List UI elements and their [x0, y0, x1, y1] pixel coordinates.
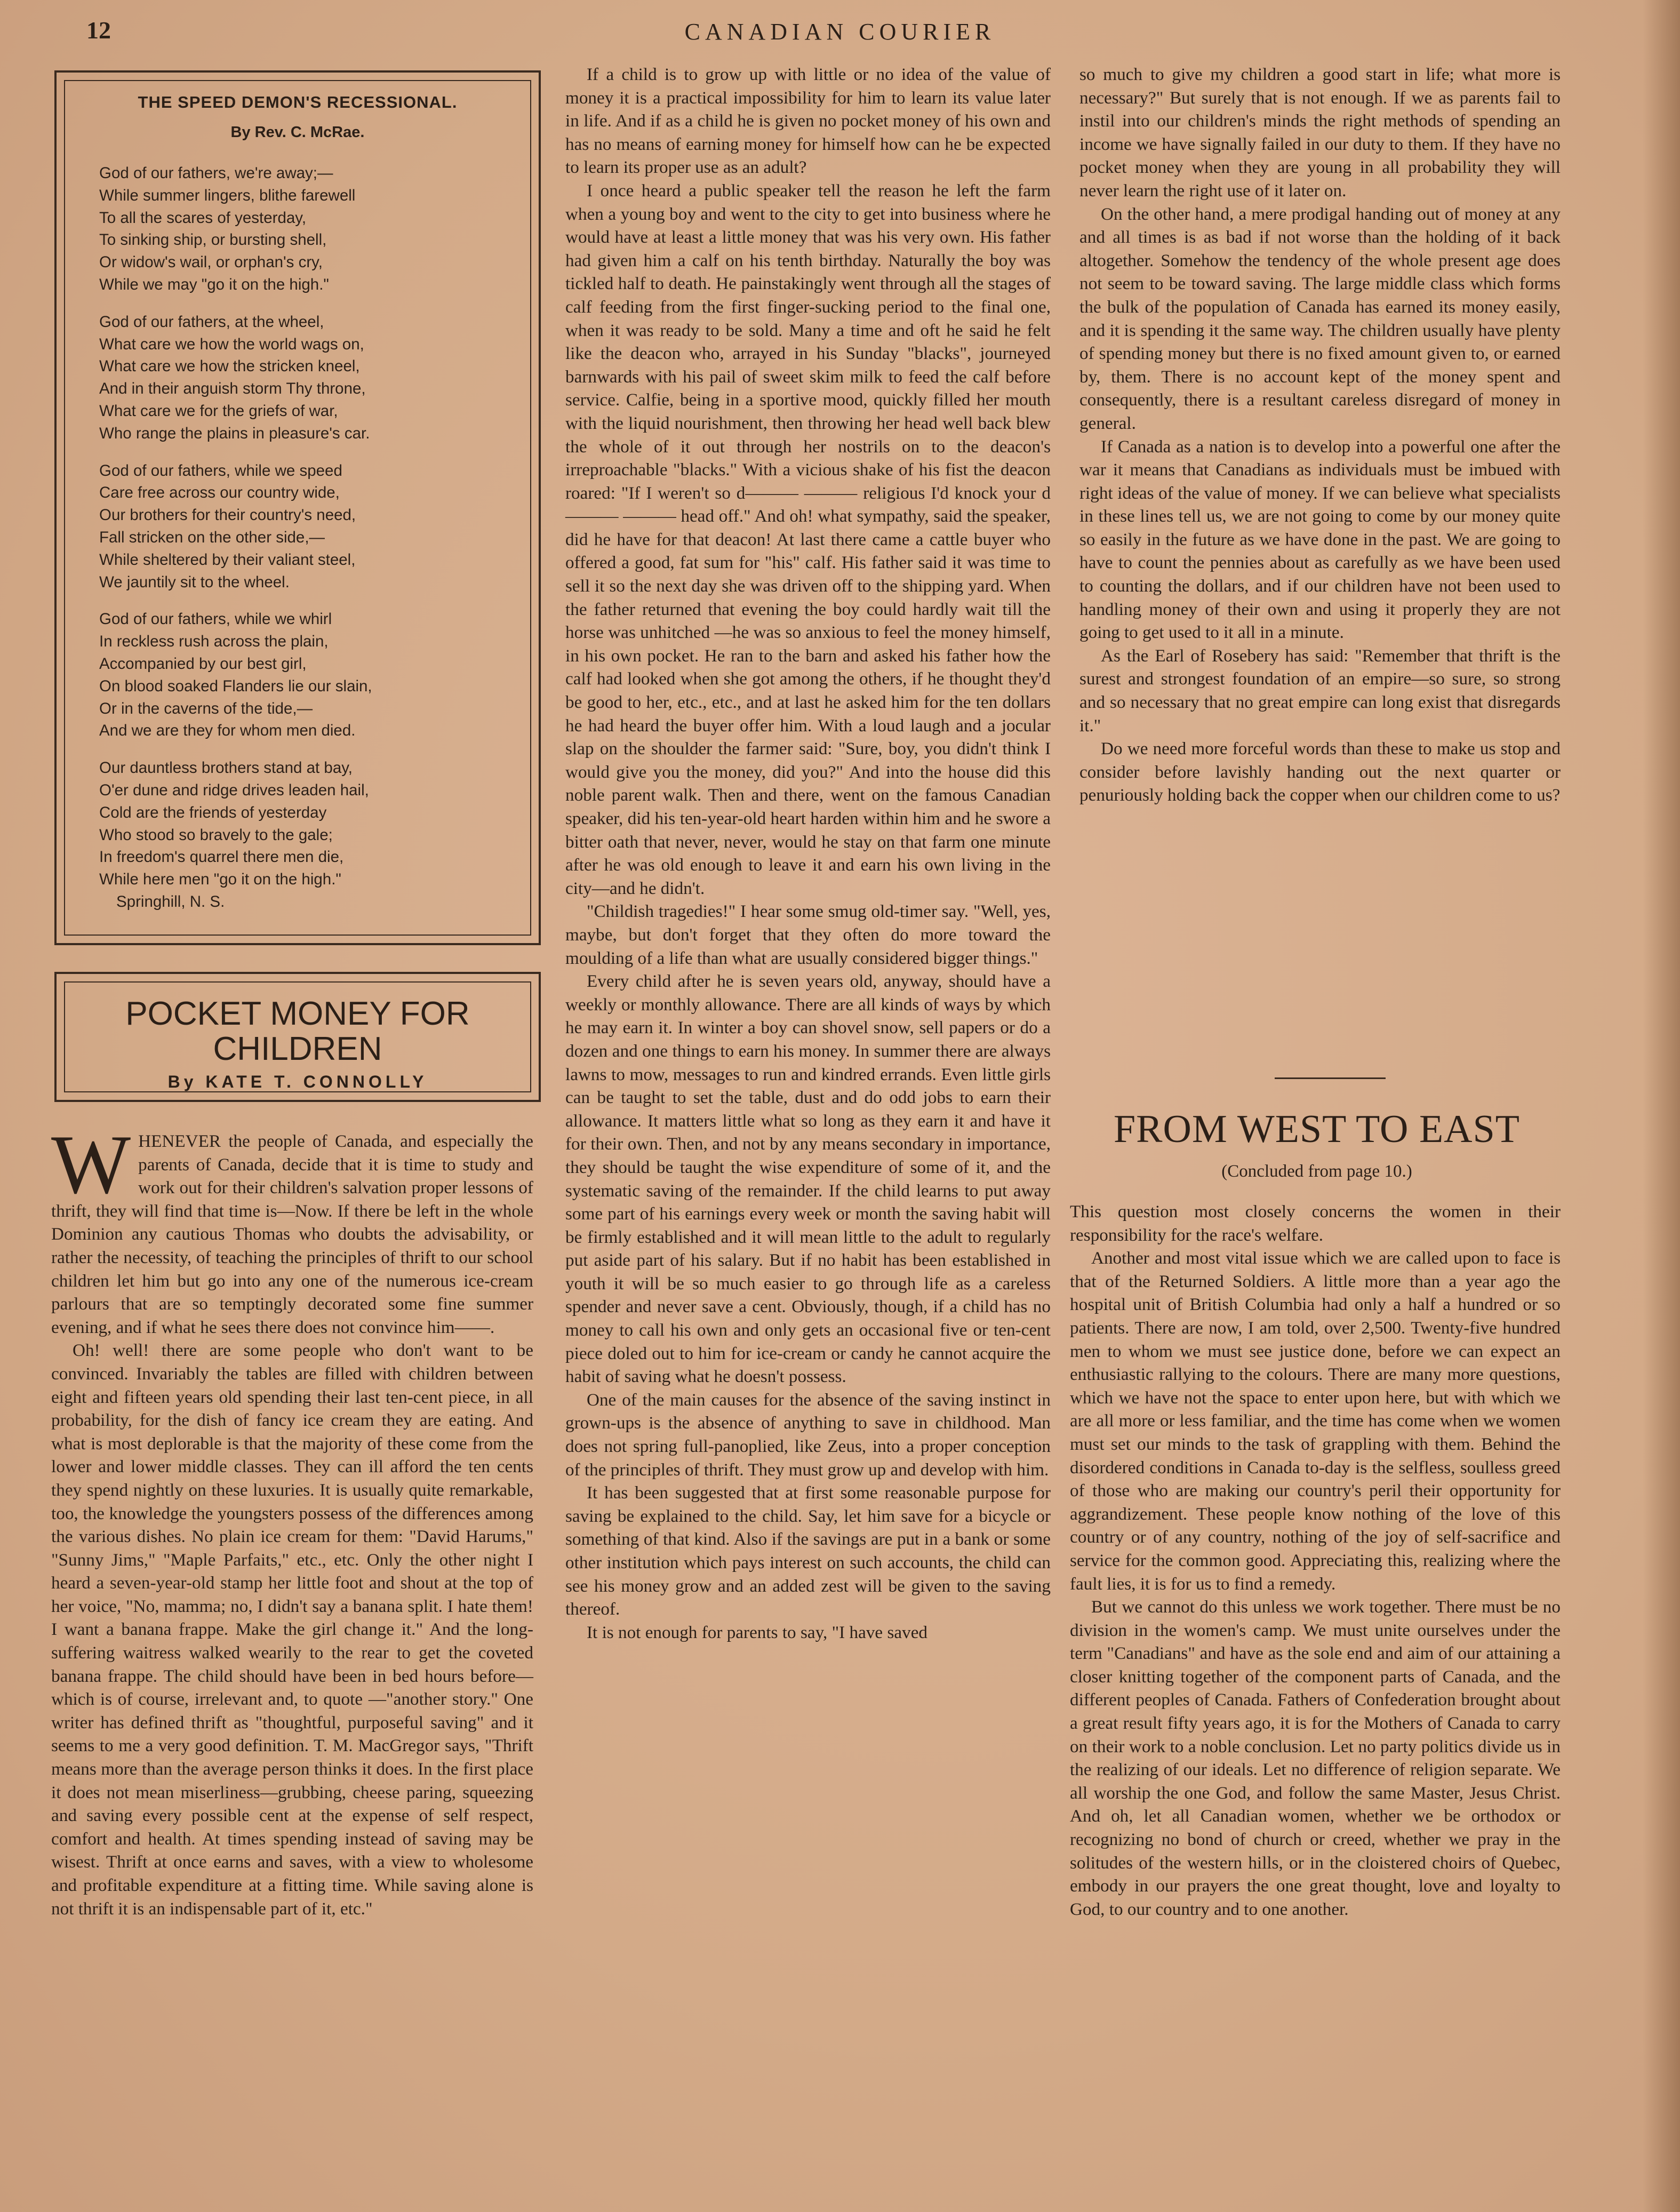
poem-line: While sheltered by their valiant steel,: [99, 550, 356, 569]
running-head: CANADIAN COURIER: [684, 19, 996, 45]
section-title: FROM WEST TO EAST: [1114, 1107, 1520, 1151]
poem-line: What care we how the stricken kneel,: [99, 357, 360, 376]
poem-box: [54, 70, 541, 945]
poem-line: What care we for the griefs of war,: [99, 402, 338, 420]
poem-place-signature: Springhill, N. S.: [116, 893, 225, 911]
article-paragraph: "Childish tragedies!" I hear some smug old-timer say. "Well, yes, maybe, but don't forget that they often do more toward the moulding of a life than what are usually considered bigger things.": [565, 901, 1051, 968]
poem-line: We jauntily sit to the wheel.: [99, 573, 290, 591]
poem-line: Or widow's wail, or orphan's cry,: [99, 253, 323, 271]
drop-cap: W: [51, 1118, 131, 1211]
section-paragraph: But we cannot do this unless we work together. There must be no division in the women's camp. We must unite ourselves under the term "Canadians" and have as the sole end and aim of our attaining a closer knitting together of the component parts of Canada, and the different peoples of Canada. Fathers of Confederation brought about a great result fifty years ago, it is for the Mothers of Canada to carry on their work to a noble conclusion. Let no party politics divide us in the realizing of our ideals. Let no difference of religion separate. We all worship the one God, and follow the same Master, Jesus Christ. And oh, let all Canadian women, whether we be orthodox or recognizing no bond of church or creed, whether we pray in the solitudes of the western hills, or in the cloistered choirs of Quebec, embody in our prayers the one great thought, love and loyalty to God, to our country and to one another.: [1070, 1597, 1561, 1919]
section-divider: [1275, 1077, 1386, 1079]
article-paragraph: If Canada as a nation is to develop into a powerful one after the war it means that Canadians as individuals must be imbued with right ideas of the value of money. If we can believe what specialists in these lines tell us, we are not going to come by our money quite so easily in the future as we have done in the past. We are going to have to count the pennies about as carefully as we have been used to counting the dollars, and if our children have not been used to handling money of their own and using it properly they are not going to get used to it all in a minute.: [1079, 436, 1561, 643]
poem-line: What care we how the world wags on,: [99, 335, 364, 353]
article-paragraph: Oh! well! there are some people who don't want to be convinced. Invariably the tables are filled with children between eight and fifteen years old spending their last ten-cent piece, in all probability, for the dish of fancy ice cream they are eating. And what is most deplorable is that the majority of these come from the lower and lower middle classes. They can ill afford the ten cents they spend nightly on these luxuries. It is usually quite remarkable, too, the knowledge the youngsters possess of the differences among the various dishes. No plain ice cream for them: "David Harums," "Sunny Jims," "Maple Parfaits," etc., etc. Only the other night I heard a seven-year-old stamp her little foot and shout at the top of her voice, "No, mamma; no, I didn't say a banana split. I hate them! I want a banana frappe. Make the girl change it." And the long-suffering waitress walked wearily to the rear to get the coveted banana frappe. The child should have been in bed hours before—which is of course, irrelevant and, to quote —"another story." One writer has defined thrift as "thoughtful, purposeful saving" and it seems to me a very good definition. T. M. MacGregor says, "Thrift means more than the average person thinks it does. In the first place it does not mean miserliness—grubbing, cheese paring, squeezing and saving every possible cent at the expense of self respect, comfort and health. At times spending instead of saving may be wisest. Thrift at once earns and saves, with a view to wholesome and profitable expenditure at a fitting time. While saving alone is not thrift it is an indispensable part of it, etc.": [51, 1340, 533, 1919]
poem-line: While here men "go it on the high.": [99, 871, 341, 889]
article-title: [57, 996, 539, 1067]
poem-line: Cold are the friends of yesterday: [99, 803, 327, 821]
page-spine-shadow: [1643, 0, 1680, 2212]
article-title-line2: CHILDREN: [213, 1031, 382, 1067]
section-paragraph: Another and most vital issue which we are called upon to face is that of the Returned Soldiers. A little more than a year ago the hospital unit of British Columbia had only a half a hundred or so patients. There are now, I am told, over 2,500. Twenty-five hundred men to whom we must see justice done, before we can expect an enthusiastic rallying to the colours. There are many more questions, which we have not the space to enter upon here, but with which we are all more or less familiar, and the time has come when we women must set our minds to the task of grappling with them. Behind the disordered conditions in Canada to-day is the selfless, soulless greed of those who are making our country's peril their opportunity for aggrandizement. These people know nothing of the love of this country or of any country, nothing of the joy of self-sacrifice and service for the common good. Appreciating this, realizing where the fault lies, it is for us to find a remedy.: [1070, 1248, 1561, 1594]
poem-line: Our brothers for their country's need,: [99, 506, 356, 524]
poem-line: Who stood so bravely to the gale;: [99, 826, 333, 844]
article-paragraph: As the Earl of Rosebery has said: "Remember that thrift is the surest and strongest foundation of an empire—so sure, so strong and so necessary that no great empire can long exist that disregards it.": [1079, 645, 1561, 736]
poem-line: God of our fathers, at the wheel,: [99, 313, 324, 331]
article-paragraph: I once heard a public speaker tell the reason he left the farm when a young boy and went to the city to get into business where he would have at least a little money that was his very own. His father had given him a calf on his tenth birthday. Naturally the boy was tickled half to death. He painstakingly went through all the stages of calf feeding from the first finger-sucking period to the final one, when it was ready to be sold. Many a time and oft he said he felt like the deacon who, arrayed in his Sunday "blacks", journeyed barnwards with his pail of sweet skim milk to feed the calf before service. Calfie, being in a sportive mood, quickly filled her mouth with the liquid nourishment, then throwing her head well back blew the whole of it out through her nostrils on to the deacon's irreproachable "blacks." With a vicious shake of his fist the deacon roared: "If I weren't so d——— ——— religious I'd knock your d——— ——— head off." And oh! what sympathy, said the speaker, did he have for that deacon! At last there came a cattle buyer who offered a good, fat sum for "his" calf. His father said it was time to sell it so the next day she was driven off to the shipping yard. When the father returned that evening the boy could hardly wait till the horse was unhitched —he was so anxious to feel the money himself, in his own pocket. He ran to the barn and asked his father how the calf had looked when she got among the others, if he thought they'd be good to her, etc., etc., and at last he asked him for the ten dollars he had heard the buyer offer him. With a loud laugh and a jocular slap on the shoulder the farmer said: "Sure, boy, you didn't think I would give you the money, did you?" And into the house did this noble parent walk. Then and there, went on the famous Canadian speaker, did his ten-year-old heart harden within him and he swore a bitter oath that never, never, would he stay on that farm one minute after he was old enough to leave it and earn his own living in the city—and he didn't.: [565, 180, 1051, 898]
article-paragraph: Do we need more forceful words than these to make us stop and consider before lavishly handing out the next quarter or penuriously holding back the copper when our children come to us?: [1079, 739, 1561, 805]
article-title-box: [54, 972, 541, 1102]
poem-line: In freedom's quarrel there men die,: [99, 848, 344, 866]
section-column: [1070, 1200, 1561, 1921]
article-paragraph: so much to give my children a good start in life; what more is necessary?" But surely that is not enough. If we as parents fail to instil into our children's minds the right methods of spending an income we have signally failed in our duty to them. If they have no pocket money when they are young in all probability they will never learn the right use of it later on.: [1079, 65, 1561, 201]
poem-line: Or in the caverns of the tide,—: [99, 699, 313, 717]
poem-line: Care free across our country wide,: [99, 484, 340, 502]
article-column-2: [565, 63, 1051, 1644]
poem-line: Our dauntless brothers stand at bay,: [99, 759, 353, 777]
poem-line: Who range the plains in pleasure's car.: [99, 424, 370, 442]
poem-line: And we are they for whom men died.: [99, 722, 356, 740]
poem-line: Fall stricken on the other side,—: [99, 529, 325, 546]
article-paragraph: On the other hand, a mere prodigal handing out of money at any and all times is as bad if not worse than the holding of it back altogether. Somehow the tendency of the whole present age does not seem to be toward saving. The large middle class which forms the bulk of the population of Canada has earned its money easily, and it is spending it the same way. The children usually have plenty of spending money but there is no fixed amount given to, or earned by, them. There is no account kept of the money spent and consequently, there is a resultant careless disregard of money in general.: [1079, 204, 1561, 433]
poem-line: While summer lingers, blithe farewell: [99, 186, 356, 204]
article-paragraph: Every child after he is seven years old, anyway, should have a weekly or monthly allowance. There are all kinds of ways by which he may earn it. In winter a boy can shovel snow, sell papers or do a dozen and one things to earn his money. In summer there are always lawns to mow, messages to run and kindred errands. Even little girls can be taught to set the table, dust and do odd jobs to earn their allowance. It matters little what so long as they earn it and have it for their own. Then, and not by any means secondary in importance, they should be taught the wise expenditure of some of it, and the systematic saving of the remainder. If the child learns to put away some part of his earnings every week or month the saving habit will be firmly established and it will mean little to the adult to regularly put aside part of his salary. But if no habit has been established in youth it will be so much easier to go through life as a careless spender and never save a cent. Obviously, though, if a child has no money to call his own and only gets an occasional five or ten-cent piece doled out to him for ice-cream or candy he cannot acquire the habit of saving what he doesn't possess.: [565, 971, 1051, 1387]
article-paragraph: If a child is to grow up with little or no idea of the value of money it is a practical impossibility for him to learn its value later in life. And if as a child he is given no pocket money of his own and has no means of earning money for himself how can he be expected to learn its proper use as an adult?: [565, 65, 1051, 178]
poem-line: To sinking ship, or bursting shell,: [99, 231, 327, 249]
article-byline: By KATE T. CONNOLLY: [167, 1072, 428, 1091]
poem-line: And in their anguish storm Thy throne,: [99, 380, 366, 398]
article-title-line1: POCKET MONEY FOR: [125, 995, 470, 1032]
article-paragraph: It is not enough for parents to say, "I have saved: [587, 1622, 928, 1642]
poem-line: While we may "go it on the high.": [99, 276, 329, 293]
article-paragraph: One of the main causes for the absence of the saving instinct in grown-ups is the absence of anything to save in childhood. Man does not spring full-panoplied, like Zeus, into a proper conception of the principles of thrift. They must grow up and develop with him.: [565, 1390, 1051, 1480]
poem-line: God of our fathers, while we whirl: [99, 610, 332, 628]
article-column-3: [1079, 63, 1561, 807]
poem-author: By Rev. C. McRae.: [230, 124, 365, 141]
poem-line: God of our fathers, we're away;—: [99, 164, 333, 182]
section-paragraph: This question most closely concerns the women in their responsibility for the race's welfare.: [1070, 1202, 1561, 1245]
poem-line: To all the scares of yesterday,: [99, 209, 307, 227]
poem-line: O'er dune and ridge drives leaden hail,: [99, 781, 369, 799]
poem-line: God of our fathers, while we speed: [99, 461, 342, 480]
article-column-1: [51, 1118, 533, 1920]
poem-line: Accompanied by our best girl,: [99, 655, 307, 673]
poem-line: In reckless rush across the plain,: [99, 633, 329, 651]
concluded-note: (Concluded from page 10.): [1221, 1162, 1412, 1181]
paragraph-text: HENEVER the people of Canada, and especially the parents of Canada, decide that it is time to study and work out for their children's salvation proper lessons of thrift, they will find that time is—Now. If there be left in the whole Dominion any cautious Thomas who doubts the advisability, or rather the necessity, of teaching the principles of thrift to our school children let him but go into any one of the numerous ice-cream parlours that are so temptingly decorated some fine summer evening, and if what he sees there does not convince him——.: [51, 1131, 533, 1337]
page-number: 12: [86, 17, 111, 44]
poem-line: On blood soaked Flanders lie our slain,: [99, 677, 372, 695]
article-paragraph: It has been suggested that at first some reasonable purpose for saving be explained to the child. Say, let him save for a bicycle or something of that kind. Also if the savings are put in a bank or some other institution which pays interest on such accounts, the child can see his money grow and an added zest will be given to the saving thereof.: [565, 1483, 1051, 1619]
poem-title: THE SPEED DEMON'S RECESSIONAL.: [138, 93, 458, 111]
article-paragraph: [51, 1118, 533, 1339]
